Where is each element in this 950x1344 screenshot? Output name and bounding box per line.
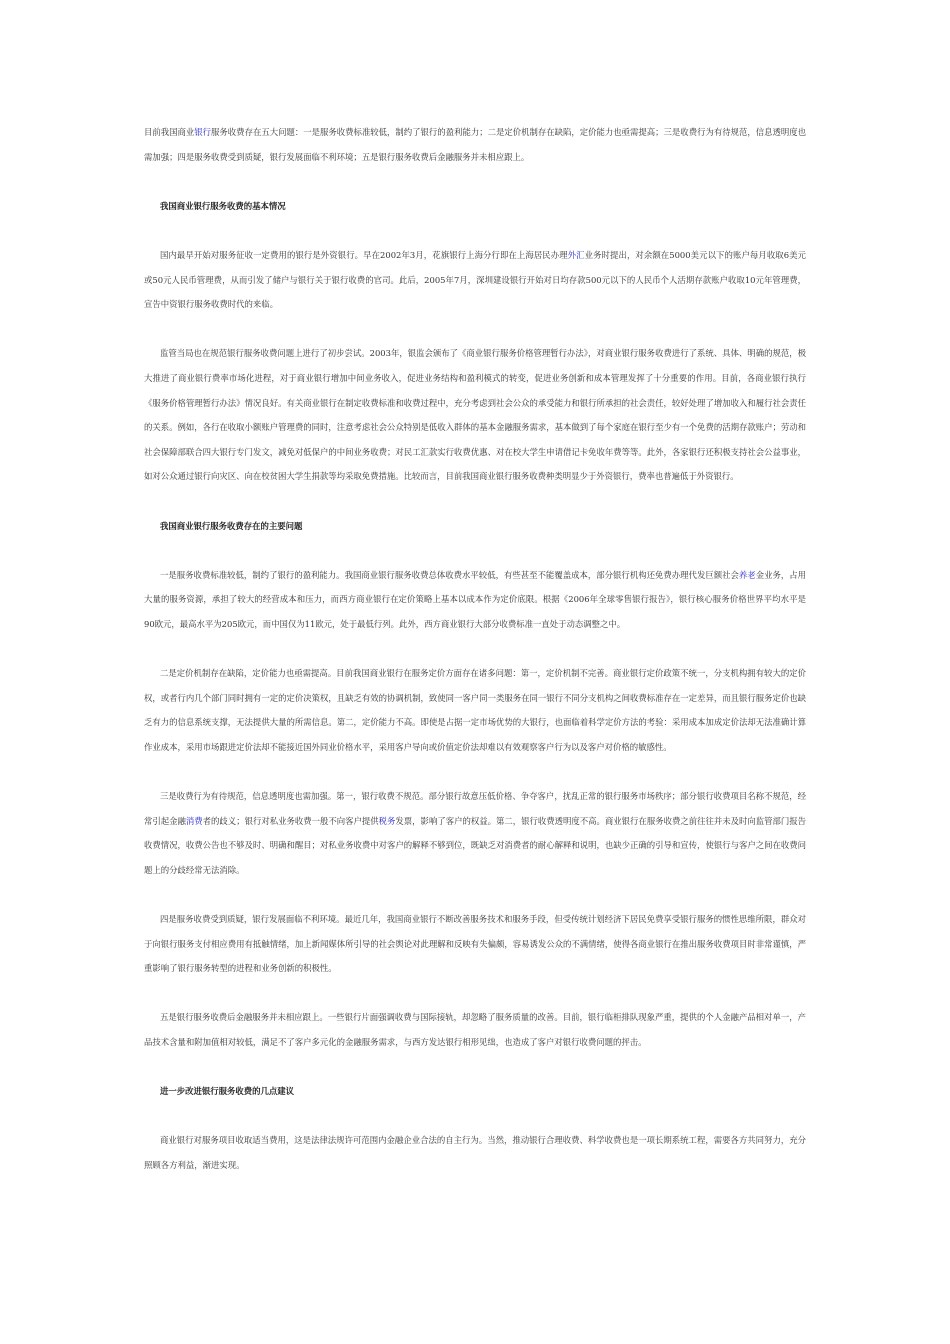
section-heading-main-problems: 我国商业银行服务收费存在的主要问题 [160, 520, 303, 531]
paragraph-problem-one [144, 563, 806, 637]
text-run: 金业务，占用大量的服务资源，承担了较大的经营成本和压力，而西方商业银行在定价策略上基本以成本作为定价底限。根据《2006年全球零售银行报告》，银行核心服务价格世界平均水平是90欧元，最高水平为205欧元，而中国仅为11欧元，处于最低行列。此外，西方商业银行大部分收费标准一直处于动态调整之中。 [144, 569, 807, 629]
spacer [144, 169, 806, 194]
pension-link[interactable]: 养老 [738, 569, 756, 580]
paragraph-suggestion: 商业银行对服务项目收取适当费用，这是法律法规许可范围内金融企业合法的自主行为。当然，推动银行合理收费、科学收费也是一项长期系统工程，需要各方共同努力，充分照顾各方利益，渐进实现。 [144, 1135, 806, 1170]
spacer [144, 218, 806, 243]
spacer [144, 1104, 806, 1129]
text-run: 服务收费存在五大问题：一是服务收费标准较低，制约了银行的盈利能力；二是定价机制存在缺陷，定价能力也亟需提高；三是收费行为有待规范，信息透明度也需加强；四是服务收费受到质疑，银行发展面临不利环境；五是银行服务收费后金融服务并未相应跟上。 [144, 127, 807, 162]
text-run: 三是收费行为有待规范，信息透明度也需加强。第一，银行收费不规范。部分银行故意压低价格、争夺客户，扰乱正常的银行服务市场秩序；部分银行收费项目名称不规范，经常引起金融 [144, 791, 806, 826]
forex-link[interactable]: 外汇 [567, 249, 585, 260]
spacer [144, 489, 806, 514]
section-heading-basic-situation: 我国商业银行服务收费的基本情况 [160, 200, 286, 211]
paragraph-problem-two: 二是定价机制存在缺陷，定价能力也亟需提高。目前我国商业银行在服务定价方面存在诸多问题：第一，定价机制不完善。商业银行定价政策不统一，分支机构拥有较大的定价权，或者行内几个部门同时拥有一定的定价决策权，且缺乏有效的协调机制，致使同一客户同一类服务在同一银行不同分支机构之间收费标准存在一定差异，而且银行服务定价也缺乏有力的信息系统支撑，无法提供大量的所需信息。第二，定价能力不高。即使是占据一定市场优势的大银行，也面临着科学定价方法的考验：采用成本加成定价法却无法准确计算作业成本，采用市场跟进定价法却不能接近国外同业价格水平，采用客户导向或价值定价法却难以有效观察客户行为以及客户对价格的敏感性。 [144, 668, 806, 752]
spacer [144, 538, 806, 563]
bank-link[interactable]: 银行 [194, 127, 212, 137]
paragraph-regulation: 监管当局也在规范银行服务收费问题上进行了初步尝试。2003年，银监会颁布了《商业银行服务价格管理暂行办法》，对商业银行服务收费进行了系统、具体、明确的规范，极大推进了商业银行费率市场化进程，对于商业银行增加中间业务收入，促进业务结构和盈利模式的转变，促进业务创新和成本管理发挥了十分重要的作用。目前，各商业银行执行《服务价格管理暂行办法》情况良好。有关商业银行在制定收费标准和收费过程中，充分考虑到社会公众的承受能力和银行所承担的社会责任，较好处理了增加收入和履行社会责任的关系。例如，各行在收取小额账户管理费的同时，注意考虑社会公众特别是低收入群体的基本金融服务需求，基本做到了每个家庭在银行至少有一个免费的活期存款账户；劳动和社会保障部联合四大银行专门发文，减免对低保户的中间业务收费；对民工汇款实行收费优惠、对在校大学生申请借记卡免收年费等等。此外，各家银行还积极支持社会公益事业，如对公众通过银行向灾区、向在校贫困大学生捐款等均采取免费措施。比较而言，目前我国商业银行服务收费种类明显少于外资银行，费率也普遍低于外资银行。 [144, 348, 806, 482]
text-run: 目前我国商业 [144, 127, 195, 137]
consumer-link[interactable]: 消费 [185, 815, 203, 826]
intro-paragraph [144, 120, 806, 169]
paragraph-problem-four: 四是服务收费受到质疑，银行发展面临不利环境。最近几年，我国商业银行不断改善服务技术和服务手段，但受传统计划经济下居民免费享受银行服务的惯性思维所限，群众对于向银行服务支付相应费用有抵触情绪，加上新闻媒体所引导的社会舆论对此理解和反映有失偏颇，容易诱发公众的不满情绪，使得各商业银行在推出服务收费项目时非常谨慎，严重影响了银行服务转型的进程和业务创新的积极性。 [144, 914, 806, 974]
tax-link[interactable]: 税务 [378, 815, 396, 826]
text-run: 者的歧义；银行对私业务收费一般不向客户提供 [202, 815, 379, 826]
spacer [144, 317, 806, 342]
paragraph-foreign-banks [144, 243, 806, 317]
spacer [144, 636, 806, 661]
spacer [144, 882, 806, 907]
text-run: 发票，影响了客户的权益。第二，银行收费透明度不高。商业银行在服务收费之前往往并未及时向监管部门报告收费情况，收费公告也不够及时、明确和醒目；对私业务收费中对客户的解释不够到位，既缺乏对消费者的耐心解释和说明，也缺少正确的引导和宣传，使银行与客户之间在收费问题上的分歧经常无法消除。 [144, 815, 807, 875]
article-body [144, 120, 806, 1178]
spacer [144, 981, 806, 1006]
paragraph-problem-three [144, 784, 806, 882]
section-heading-suggestions: 进一步改进银行服务收费的几点建议 [160, 1086, 294, 1097]
text-run: 一是服务收费标准较低，制约了银行的盈利能力。我国商业银行服务收费总体收费水平较低，有些甚至不能覆盖成本，部分银行机构还免费办理代发巨额社会 [160, 569, 739, 580]
paragraph-problem-five: 五是银行服务收费后金融服务并未相应跟上。一些银行片面强调收费与国际接轨，却忽略了服务质量的改善。目前，银行临柜排队现象严重，提供的个人金融产品相对单一，产品技术含量和附加值相对较低，满足不了客户多元化的金融服务需求，与西方发达银行相形见绌，也造成了客户对银行收费问题的抨击。 [144, 1012, 806, 1047]
text-run: 业务时提出，对余额在5000美元以下的账户每月收取6美元或50元人民币管理费，从而引发了储户与银行关于银行收费的官司。此后，2005年7月，深圳建设银行开始对日均存款500元以下的人民币个人活期存款账户收取10元年管理费，宣告中资银行服务收费时代的来临。 [144, 249, 807, 310]
spacer [144, 759, 806, 784]
text-run: 国内最早开始对服务征收一定费用的银行是外资银行。早在2002年3月，花旗银行上海分行即在上海居民办理 [160, 249, 568, 260]
spacer [144, 1055, 806, 1080]
